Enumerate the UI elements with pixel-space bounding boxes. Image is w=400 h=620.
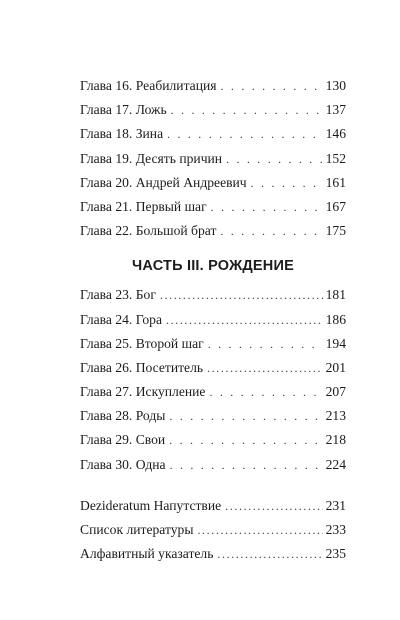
- toc-entry-page: 146: [325, 126, 346, 142]
- toc-entry-title: Глава 20. Андрей Андреевич: [80, 174, 247, 190]
- dot-leader: [169, 404, 322, 428]
- toc-entry: [80, 332, 346, 356]
- toc-entry-page: 218: [325, 432, 346, 448]
- toc-entry-title: Глава 17. Ложь: [80, 102, 167, 118]
- toc-entry: [80, 494, 346, 518]
- dot-leader: [166, 308, 323, 332]
- dot-leader: [211, 195, 323, 219]
- toc-entry-title: Список литературы: [80, 522, 194, 537]
- toc-entry-page: 235: [325, 546, 346, 562]
- dot-leader: [225, 494, 322, 518]
- toc-entry-page: 233: [325, 522, 346, 537]
- toc-entry-title: Глава 18. Зина: [80, 126, 164, 142]
- toc-entry-page: 213: [325, 408, 346, 424]
- toc-entry-title: Глава 16. Реабилитация: [80, 78, 217, 93]
- toc-entry-title: Deziderаtum Напутствие: [80, 497, 222, 513]
- dot-leader: [170, 453, 323, 477]
- dot-leader: [171, 98, 323, 122]
- toc-entry-page: 207: [325, 384, 346, 400]
- toc-entry-title: Глава 21. Первый шаг: [80, 198, 207, 214]
- dot-leader: [208, 332, 323, 356]
- toc-entry: [80, 171, 346, 195]
- dot-leader: [221, 74, 323, 98]
- dot-leader: [251, 171, 323, 195]
- toc-entry: [80, 283, 346, 307]
- toc-entry: [80, 518, 346, 542]
- toc-entry-page: 231: [325, 497, 346, 513]
- toc-entry-page: 186: [325, 311, 346, 327]
- toc-entry: [80, 542, 346, 566]
- toc-entry-page: 194: [325, 335, 346, 351]
- toc-entry-page: 224: [325, 456, 346, 472]
- toc-entry-page: 175: [325, 223, 346, 239]
- toc-entry-title: Глава 22. Большой брат: [80, 223, 217, 239]
- dot-leader: [217, 542, 322, 566]
- section-spacer: [80, 477, 346, 494]
- toc-entry-title: Глава 26. Посетитель: [80, 359, 204, 375]
- dot-leader: [167, 122, 323, 146]
- toc-entry-title: Глава 24. Гора: [80, 311, 163, 327]
- toc-entry-title: Глава 29. Свои: [80, 432, 166, 448]
- table-of-contents: [80, 74, 346, 566]
- part-heading: ЧАСТЬ III. РОЖДЕНИЕ: [132, 258, 294, 275]
- toc-entry-title: Глава 25. Второй шаг: [80, 335, 204, 351]
- toc-entry: [80, 380, 346, 404]
- toc-entry: [80, 98, 346, 122]
- toc-entry-title: Алфавитный указатель: [80, 546, 214, 562]
- toc-entry: [80, 195, 346, 219]
- toc-entry-page: 137: [325, 102, 346, 118]
- toc-entry: [80, 74, 346, 98]
- toc-entry: [80, 219, 346, 243]
- toc-entry-title: Глава 23. Бог: [80, 287, 156, 303]
- toc-entry-page: 201: [325, 359, 346, 375]
- toc-entry: [80, 308, 346, 332]
- toc-entry-page: 181: [325, 287, 346, 303]
- toc-entry-title: Глава 28. Роды: [80, 408, 166, 424]
- toc-entry-page: 130: [325, 78, 346, 93]
- dot-leader: [207, 356, 323, 380]
- dot-leader: [226, 147, 323, 171]
- toc-entry: [80, 453, 346, 477]
- dot-leader: [209, 380, 322, 404]
- toc-entry: [80, 122, 346, 146]
- toc-entry-page: 152: [325, 150, 346, 166]
- toc-entry-title: Глава 27. Искупление: [80, 384, 206, 400]
- toc-entry-page: 161: [325, 174, 346, 190]
- dot-leader: [169, 428, 322, 452]
- toc-entry-title: Глава 30. Одна: [80, 456, 166, 472]
- toc-entry-page: 167: [325, 198, 346, 214]
- toc-entry: [80, 356, 346, 380]
- dot-leader: [160, 283, 323, 307]
- toc-entry: [80, 147, 346, 171]
- toc-entry: [80, 428, 346, 452]
- dot-leader: [197, 518, 322, 542]
- toc-entry-title: Глава 19. Десять причин: [80, 150, 223, 166]
- toc-entry: [80, 404, 346, 428]
- dot-leader: [220, 219, 322, 243]
